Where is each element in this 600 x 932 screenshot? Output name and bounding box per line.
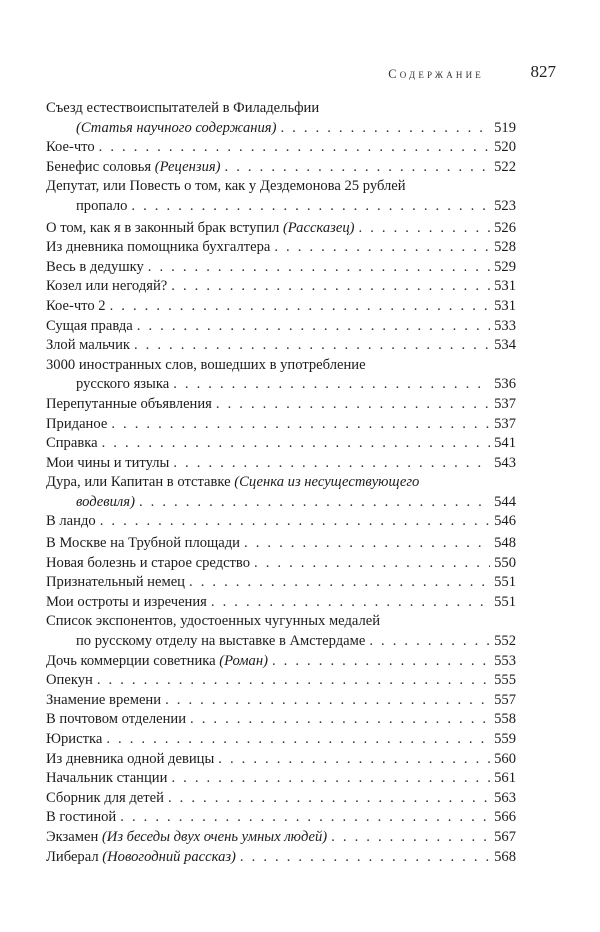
toc-entry-title-text: Мои остроты и изречения (46, 593, 207, 610)
toc-entry-title-text: Мои чины и титулы (46, 454, 170, 471)
toc-entry-page: 551 (494, 593, 516, 610)
toc-entry-title (46, 219, 355, 239)
toc-entry-title (76, 119, 276, 139)
toc-entry (46, 828, 516, 848)
toc-entry-title (46, 158, 221, 178)
toc-entry-title-text: Весь в дедушку (46, 258, 144, 275)
table-of-contents (46, 99, 516, 867)
toc-entry-page: 523 (494, 197, 516, 214)
toc-entry-page: 543 (494, 454, 516, 471)
toc-entry-title-text: Из дневника одной девицы (46, 750, 215, 767)
toc-entry-page: 528 (494, 239, 516, 256)
toc-entry (46, 593, 516, 613)
toc-entry-title (46, 789, 164, 809)
toc-entry-page: 551 (494, 574, 516, 591)
dot-leader (110, 297, 490, 317)
toc-entry-page: 567 (494, 828, 516, 845)
dot-leader (369, 632, 490, 652)
dot-leader (134, 336, 490, 356)
dot-leader (211, 593, 490, 613)
toc-entry-title (46, 512, 96, 532)
toc-entry-title-text: О том, как я в законный брак вступил (46, 219, 280, 236)
toc-entry-title-text: Перепутанные объявления (46, 395, 212, 412)
toc-entry-subtitle: (Статья научного содержания) (76, 119, 277, 136)
toc-entry-title (46, 454, 169, 474)
toc-entry-title-text: В почтовом отделении (46, 711, 187, 728)
dot-leader (168, 789, 490, 809)
toc-entry (46, 177, 516, 216)
toc-entry-page: 559 (494, 731, 516, 747)
toc-entry (46, 710, 516, 730)
toc-entry-page: 561 (494, 770, 516, 787)
toc-entry-title-text: Опекун (46, 672, 93, 689)
toc-entry-page: 560 (494, 750, 516, 767)
toc-entry-page: 557 (494, 691, 516, 708)
toc-entry-title-text: Сборник для детей (46, 789, 164, 806)
toc-entry (46, 750, 516, 770)
toc-entry-title-line: Дура, или Капитан в отставке (Сценка из несуществующего (46, 474, 420, 491)
toc-entry-subtitle: (Из беседы двух очень умных людей) (98, 828, 328, 845)
dot-leader (139, 493, 490, 513)
toc-entry-title-text: Начальник станции (46, 770, 168, 787)
toc-entry-page: 553 (494, 652, 516, 669)
toc-entry-subtitle: (Рецензия) (151, 158, 221, 175)
toc-entry-title (46, 573, 185, 593)
toc-entry (46, 336, 516, 356)
dot-leader (100, 512, 490, 532)
toc-entry (46, 512, 516, 532)
toc-entry-title (46, 593, 207, 613)
dot-leader (244, 534, 490, 554)
toc-entry-title (46, 691, 161, 711)
toc-entry (46, 554, 516, 574)
toc-entry-title (46, 258, 144, 278)
dot-leader (173, 375, 490, 395)
toc-entry (46, 789, 516, 809)
toc-entry (46, 297, 516, 317)
toc-entry-page: 544 (494, 493, 516, 510)
dot-leader (190, 710, 490, 730)
toc-entry-page: 563 (494, 789, 516, 806)
dot-leader (137, 317, 490, 337)
toc-entry-title-text: Козел или негодяй? (46, 278, 168, 295)
toc-entry-page: 522 (494, 158, 516, 175)
dot-leader (240, 848, 490, 868)
toc-entry-title (46, 534, 240, 554)
dot-leader (171, 277, 490, 297)
toc-entry-page: 520 (494, 139, 516, 156)
toc-entry-title (46, 730, 102, 750)
toc-entry (46, 238, 516, 258)
toc-entry-page: 568 (494, 848, 516, 865)
toc-entry (46, 691, 516, 711)
toc-entry-title (46, 317, 133, 337)
toc-entry-title (46, 808, 116, 828)
toc-entry-title-text: Злой мальчик (46, 337, 130, 354)
toc-entry (46, 652, 516, 672)
toc-entry (46, 454, 516, 474)
dot-leader (97, 671, 490, 691)
dot-leader (111, 415, 490, 435)
dot-leader (280, 119, 490, 139)
toc-entry-page: 526 (494, 219, 516, 236)
toc-entry-title-text: Новая болезнь и старое средство (46, 554, 251, 571)
toc-entry-title (46, 652, 268, 672)
toc-entry (46, 612, 516, 651)
toc-entry-title-text: В гостиной (46, 809, 117, 826)
toc-entry (46, 573, 516, 593)
toc-entry-title (46, 671, 93, 691)
toc-entry-title (46, 138, 95, 158)
toc-entry (46, 317, 516, 337)
toc-entry-page: 541 (494, 435, 516, 452)
toc-entry-title-text: Кое-что 2 (46, 297, 106, 314)
toc-entry-page: 534 (494, 337, 516, 354)
toc-entry (46, 434, 516, 454)
toc-entry-subtitle: (Роман) (215, 652, 268, 669)
toc-entry (46, 395, 516, 415)
toc-entry-title-text: Из дневника помощника бухгалтера (46, 239, 271, 256)
toc-entry-title (46, 750, 214, 770)
toc-entry-title (46, 395, 212, 415)
toc-entry-page: 566 (494, 809, 516, 826)
dot-leader (99, 138, 490, 158)
dot-leader (254, 554, 490, 574)
toc-entry-page: 546 (494, 513, 516, 530)
toc-entry-page: 537 (494, 395, 516, 412)
toc-entry (46, 99, 516, 138)
toc-entry-title-line: Съезд естествоиспытателей в Филадельфии (46, 100, 320, 116)
dot-leader (331, 828, 490, 848)
dot-leader (218, 750, 490, 770)
toc-entry-page: 550 (494, 554, 516, 571)
toc-entry-title-line: 3000 иностранных слов, вошедших в употребление (46, 356, 366, 373)
toc-entry-title (76, 375, 169, 395)
toc-entry (46, 138, 516, 158)
toc-entry-subtitle: (Рассказец) (279, 219, 355, 236)
toc-entry-title (76, 197, 127, 217)
toc-entry-title-text: Справка (46, 435, 98, 452)
toc-entry-title (46, 238, 270, 258)
toc-entry-title-text: Юристка (46, 731, 103, 747)
toc-entry-title-text: Экзамен (46, 828, 99, 845)
toc-entry-title (46, 710, 186, 730)
toc-entry (46, 848, 516, 868)
toc-entry-subtitle: водевиля) (76, 493, 135, 510)
toc-entry-page: 558 (494, 711, 516, 728)
toc-entry (46, 671, 516, 691)
toc-entry-page: 529 (494, 258, 516, 275)
toc-entry (46, 277, 516, 297)
toc-entry (46, 473, 516, 512)
toc-entry (46, 356, 516, 395)
toc-entry-page: 531 (494, 278, 516, 295)
toc-entry-title (46, 415, 107, 435)
dot-leader (131, 197, 490, 217)
toc-entry-page: 531 (494, 297, 516, 314)
dot-leader (165, 691, 490, 711)
toc-entry-title-text: русского языка (76, 376, 170, 393)
toc-entry-subtitle: (Новогодний рассказ) (98, 848, 236, 865)
dot-leader (148, 258, 490, 278)
dot-leader (274, 238, 490, 258)
dot-leader (225, 158, 490, 178)
toc-entry-title-text: В Москве на Трубной площади (46, 535, 240, 552)
toc-entry-title-text: Дочь коммерции советника (46, 652, 216, 669)
toc-entry-title (46, 769, 167, 789)
toc-entry-page: 519 (494, 119, 516, 136)
toc-entry-title (46, 828, 327, 848)
dot-leader (216, 395, 490, 415)
dot-leader (272, 652, 490, 672)
dot-leader (171, 769, 490, 789)
toc-entry (46, 415, 516, 435)
toc-entry-title-text: Кое-что (46, 139, 95, 156)
dot-leader (189, 573, 490, 593)
toc-entry-page: 552 (494, 633, 516, 650)
toc-entry-title-text: Признательный немец (46, 574, 185, 591)
toc-entry-title-text: Либерал (46, 848, 99, 865)
toc-entry-title (46, 434, 98, 454)
page-header (46, 62, 556, 86)
page-number: 827 (530, 62, 556, 81)
toc-entry-title-text: Знамение времени (46, 691, 162, 708)
toc-entry (46, 769, 516, 789)
dot-leader (120, 808, 490, 828)
dot-leader (173, 454, 490, 474)
toc-entry-page: 555 (494, 672, 516, 689)
toc-entry-title-text: Бенефис соловья (46, 158, 152, 175)
toc-entry (46, 534, 516, 554)
dot-leader (359, 219, 490, 239)
toc-entry-title-line: Депутат, или Повесть о том, как у Дездемонова 25 рублей (46, 178, 406, 195)
toc-entry-title (46, 848, 236, 868)
running-title: Содержание (388, 67, 484, 81)
toc-entry-title-text: пропало (76, 197, 128, 214)
toc-entry-page: 537 (494, 415, 516, 432)
toc-entry-page: 548 (494, 535, 516, 552)
dot-leader (106, 730, 490, 750)
toc-entry-title (76, 632, 365, 652)
toc-entry-title-text: Приданое (46, 415, 108, 432)
toc-entry (46, 258, 516, 278)
toc-entry-page: 536 (494, 376, 516, 393)
toc-entry-title (76, 493, 135, 513)
toc-entry-title (46, 277, 167, 297)
toc-entry (46, 730, 516, 750)
toc-entry (46, 808, 516, 828)
toc-entry-title-text: по русскому отделу на выставке в Амстердаме (76, 633, 366, 650)
toc-entry-title (46, 297, 106, 317)
toc-entry (46, 158, 516, 178)
dot-leader (102, 434, 490, 454)
toc-entry (46, 219, 516, 239)
toc-entry-title (46, 554, 250, 574)
toc-entry-title-text: Сущая правда (46, 317, 133, 334)
toc-entry-title (46, 336, 130, 356)
toc-entry-title-line: Список экспонентов, удостоенных чугунных медалей (46, 613, 381, 630)
toc-entry-title-text: В ландо (46, 513, 96, 530)
toc-entry-page: 533 (494, 317, 516, 334)
